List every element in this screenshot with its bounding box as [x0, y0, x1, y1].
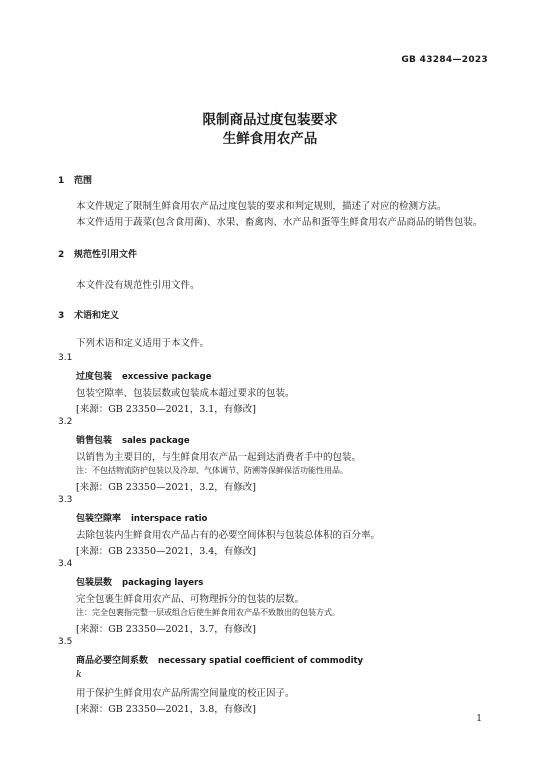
section-title: 术语和定义	[74, 311, 120, 321]
term-entry	[76, 369, 211, 382]
page-number: 1	[476, 714, 482, 724]
term-number: 3.3	[58, 495, 73, 505]
term-entry	[76, 653, 363, 666]
term-note: 注：完全包裹指完整一层或组合后使生鲜食用农产品不致散出的包装方式。	[76, 608, 340, 617]
term-number: 3.1	[58, 353, 73, 363]
document-subtitle: 生鲜食用农产品	[222, 131, 318, 147]
document-title: 限制商品过度包装要求	[202, 112, 338, 128]
paragraph: 下列术语和定义适用于本文件。	[76, 338, 210, 349]
term-entry	[76, 433, 190, 446]
term-en: packaging layers	[122, 578, 204, 588]
term-source: [来源：GB 23350—2021，3.2，有修改]	[76, 482, 257, 493]
term-zh: 过度包装	[76, 372, 113, 382]
term-zh: 销售包装	[76, 436, 113, 446]
term-number: 3.5	[58, 637, 73, 647]
term-en: sales package	[122, 436, 190, 446]
term-definition: 以销售为主要目的，与生鲜食用农产品一起到达消费者手中的包装。	[76, 452, 362, 463]
term-definition: 去除包装内生鲜食用农产品占有的必要空间体积与包装总体积的百分率。	[76, 530, 381, 541]
term-symbol: k	[76, 669, 82, 680]
term-en: interspace ratio	[131, 514, 208, 524]
term-entry	[76, 511, 207, 524]
section-number: 1	[58, 176, 65, 186]
term-en: excessive package	[122, 372, 212, 382]
term-zh: 包装层数	[76, 578, 113, 588]
term-source: [来源：GB 23350—2021，3.4，有修改]	[76, 546, 257, 557]
term-entry	[76, 575, 203, 588]
term-en: necessary spatial coefficient of commodity	[158, 656, 364, 666]
section-title: 范围	[74, 176, 93, 186]
term-number: 3.4	[58, 559, 73, 569]
term-definition: 完全包裹生鲜食用农产品、可物理拆分的包装的层数。	[76, 594, 305, 605]
term-source: [来源：GB 23350—2021，3.7，有修改]	[76, 624, 257, 635]
term-note: 注：不包括物流防护包装以及冷却、气体调节、防溯等保鲜保活功能性用品。	[76, 466, 348, 475]
standard-code: GB 43284—2023	[401, 55, 488, 65]
section-number: 3	[58, 311, 65, 321]
section-title: 规范性引用文件	[74, 250, 138, 260]
term-number: 3.2	[58, 417, 73, 427]
section-heading-normative-references	[58, 247, 137, 260]
section-heading-terms	[58, 308, 119, 321]
term-zh: 商品必要空间系数	[76, 656, 149, 666]
paragraph: 本文件适用于蔬菜(包含食用菌)、水果、畜禽肉、水产品和蛋等生鲜食用农产品商品的销售包装。	[76, 217, 483, 228]
section-heading-scope	[58, 173, 92, 186]
paragraph: 本文件规定了限制生鲜食用农产品过度包装的要求和判定规则，描述了对应的检测方法。	[76, 201, 447, 212]
term-source: [来源：GB 23350—2021，3.8，有修改]	[76, 704, 257, 715]
section-number: 2	[58, 250, 65, 260]
term-definition: 用于保护生鲜食用农产品所需空间量度的校正因子。	[76, 688, 295, 699]
term-zh: 包装空隙率	[76, 514, 122, 524]
term-source: [来源：GB 23350—2021，3.1，有修改]	[76, 404, 257, 415]
paragraph: 本文件没有规范性引用文件。	[76, 280, 200, 291]
term-definition: 包装空隙率、包装层数或包装成本超过要求的包装。	[76, 388, 295, 399]
